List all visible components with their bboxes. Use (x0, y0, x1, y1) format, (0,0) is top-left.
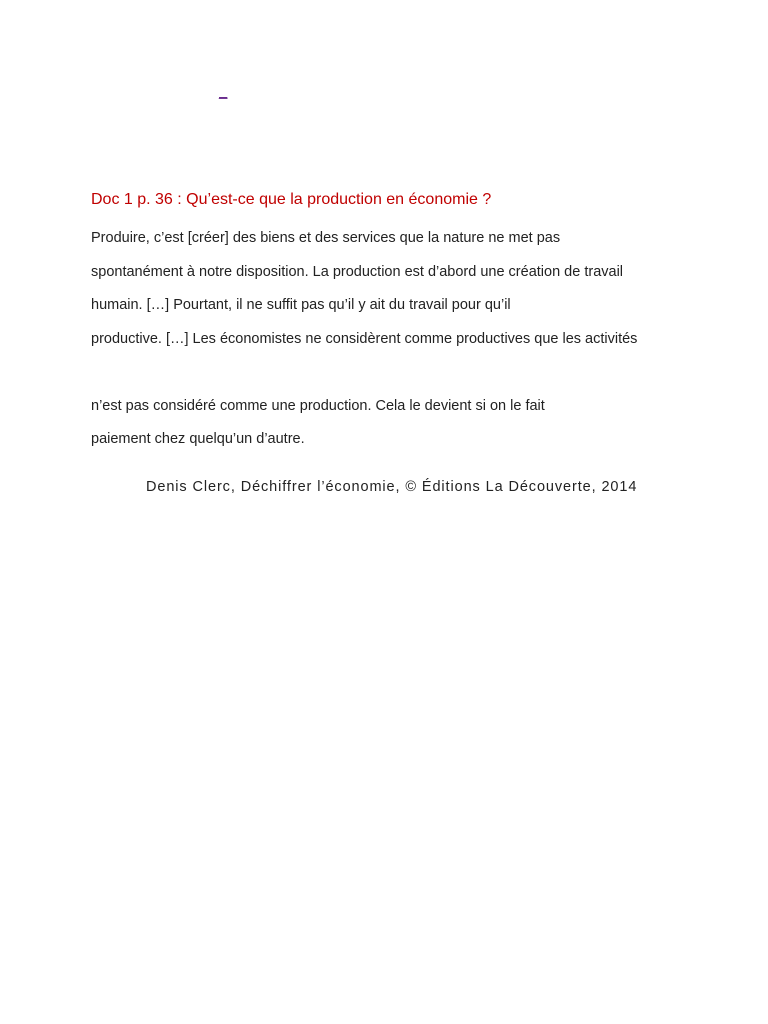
paragraph-line: productive. […] Les économistes ne considèrent comme productives que les activités (91, 331, 638, 347)
link-mark[interactable]: _ (219, 83, 228, 100)
paragraph-line: humain. […] Pourtant, il ne suffit pas qu’il y ait du travail pour qu’il (91, 297, 511, 313)
document-title: Doc 1 p. 36 : Qu’est-ce que la production en économie ? (91, 191, 492, 208)
paragraph-line: Produire, c’est [créer] des biens et des services que la nature ne met pas (91, 230, 561, 246)
paragraph-line: n’est pas considéré comme une production. Cela le devient si on le fait (91, 398, 545, 414)
source-citation: Denis Clerc, Déchiffrer l’économie, © Éditions La Découverte, 2014 (146, 479, 638, 495)
paragraph-line: paiement chez quelqu’un d’autre. (91, 431, 305, 447)
paragraph-line: spontanément à notre disposition. La production est d’abord une création de travail (91, 264, 624, 280)
